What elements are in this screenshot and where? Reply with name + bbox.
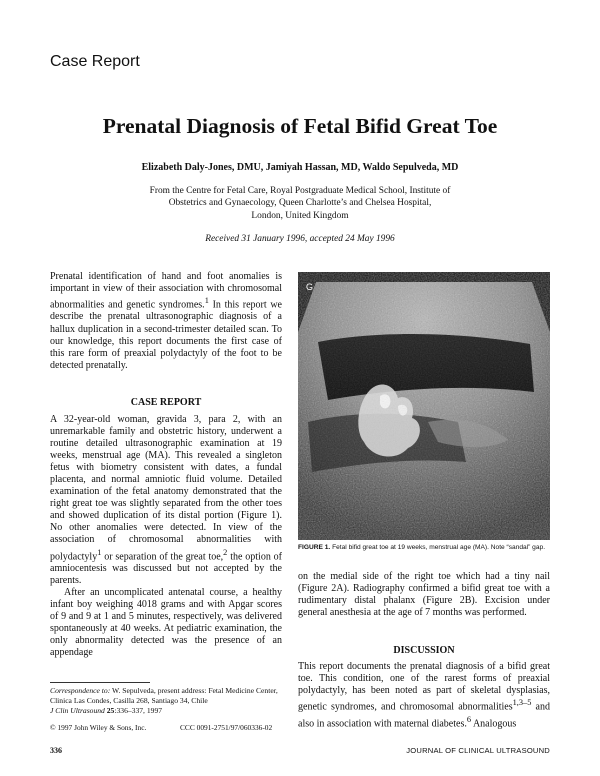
- reference-link[interactable]: 1,3–5: [512, 698, 532, 708]
- reference-link[interactable]: 2: [223, 547, 228, 557]
- figure-ultrasound-image: [298, 272, 550, 540]
- reference-link[interactable]: 1: [97, 547, 102, 557]
- ultrasound-scan: [298, 272, 550, 540]
- copyright-notice: © 1997 John Wiley & Sons, Inc.: [50, 723, 147, 732]
- affiliation-line: London, United Kingdom: [251, 210, 349, 221]
- article-title: Prenatal Diagnosis of Fetal Bifid Great Toe: [102, 114, 498, 138]
- footnote: [50, 686, 282, 717]
- body-paragraph: A 32-year-old woman, gravida 3, para 2, with an unremarkable family and obstetric history, underwent a routine detailed ultrasonographic examination at 19 weeks, menstrual age (MA). This revealed a singleton fetus with biometry consistent with dates, a fundal placenta, and normal amniotic fluid volume. Detailed examination of the fetal anatomy demonstrated that the right great toe was slightly separated from the other toes and showed duplication of its distal portion (Figure 1). No other anomalies were detected. In view of the association of chromosomal abnormalities with polydactyly$^1$ or separation of the great toe,$^2$ the option of amniocentesis was discussed but not accepted by the parents.: [50, 414, 282, 586]
- caption-label: FIGURE 1.: [298, 544, 331, 551]
- reference-link[interactable]: 1: [204, 296, 209, 306]
- body-paragraph: After an uncomplicated antenatal course, a healthy infant boy weighing 4018 grams and with Apgar scores of 9 and 9 at 1 and 5 minutes, respectively, was delivered spontaneously at 40 weeks. At pediatric examination, the only abnormality detected was the presence of an appendage: [50, 586, 282, 659]
- footnote-divider: [50, 682, 150, 683]
- author-list: Elizabeth Daly-Jones, DMU, Jamiyah Hassan, MD, Waldo Sepulveda, MD: [141, 162, 459, 173]
- journal-name: JOURNAL OF CLINICAL ULTRASOUND: [406, 746, 550, 755]
- discussion-body: [298, 661, 550, 730]
- page-number: 336: [50, 746, 62, 755]
- reference-link[interactable]: 6: [466, 714, 472, 724]
- scan-marker-label: G: [306, 282, 314, 292]
- received-dates: Received 31 January 1996, accepted 24 May 1996: [205, 234, 395, 244]
- correspondence-note: Correspondence to: W. Sepulveda, present address: Fetal Medicine Center, Clinica Las Condes, Casilla 268, Santiago 34, Chile: [50, 686, 278, 706]
- section-label: Case Report: [50, 53, 140, 70]
- body-paragraph: This report documents the prenatal diagnosis of a bifid great toe. This condition, one of the rarest forms of preaxial polydactyly, has been noted as part of skeletal dysplasias, genetic syndromes, and chromosomal abnormalities$^{1,3-5}$ and also in association with maternal diabetes.$^6$ Analogous: [298, 661, 550, 729]
- section-heading-discussion: DISCUSSION: [393, 645, 455, 656]
- section-heading-case-report: CASE REPORT: [130, 397, 202, 408]
- affiliation-line: From the Centre for Fetal Care, Royal Postgraduate Medical School, Institute of: [149, 186, 451, 196]
- abstract: [50, 271, 282, 372]
- case-report-body: [50, 414, 282, 659]
- affiliation-line: Obstetrics and Gynaecology, Queen Charlotte’s and Chelsea Hospital,: [168, 198, 432, 209]
- copyright-code: CCC 0091-2751/97/060336-02: [180, 723, 273, 732]
- figure-caption: [298, 543, 550, 552]
- body-paragraph: on the medial side of the right toe which had a tiny nail (Figure 2A). Radiography confirmed a bifid great toe with a rudimentary distal phalanx (Figure 2B). Excision under general anesthesia at the age of 7 months was performed.: [298, 571, 550, 619]
- caption-text: Fetal bifid great toe at 19 weeks, menstrual age (MA). Note “sandal” gap.: [330, 544, 546, 551]
- affiliation: [100, 185, 500, 222]
- journal-citation: J Clin Ultrasound 25:336–337, 1997: [50, 706, 163, 716]
- case-report-continued: [298, 571, 550, 619]
- abstract-paragraph: Prenatal identification of hand and foot anomalies is important in view of their association with chromosomal abnormalities and genetic syndromes.$^1$ In this report we describe the prenatal ultrasonographic diagnosis of a hallux duplication in a second-trimester detailed scan. To our knowledge, this report documents the first case of this rare form of preaxial polydactyly of the foot to be detected prenatally.: [50, 271, 282, 371]
